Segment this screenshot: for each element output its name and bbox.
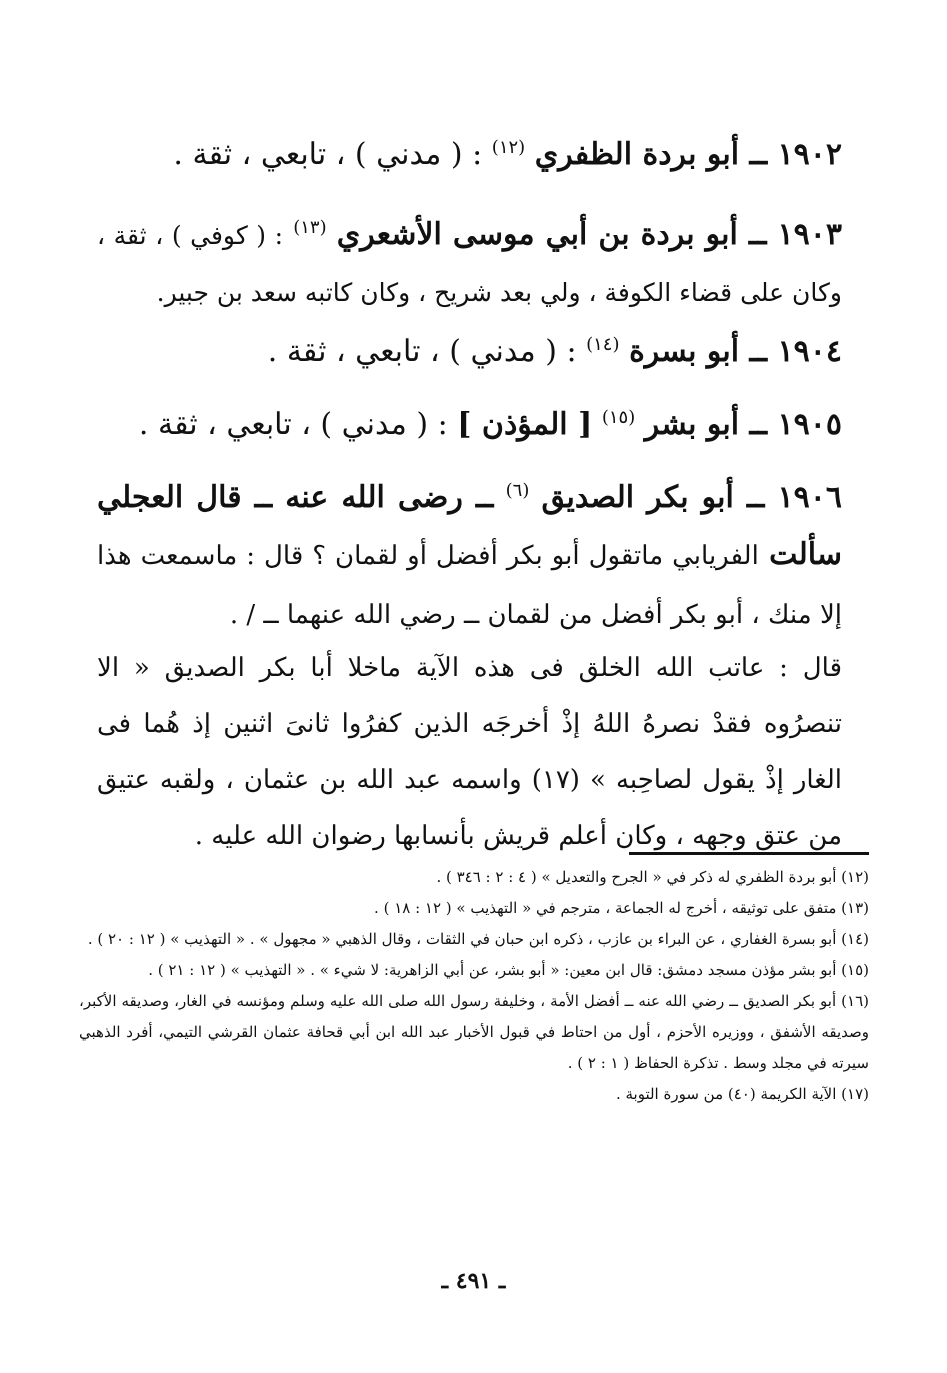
footnote-ref: (١٥) [601,407,636,428]
entry-text: ــ رضى الله عنه ــ قال العجلي سألت [97,480,842,572]
paragraph-text-rest: واسمه عبد الله بن عثمان ، ولقبه عتيق من عتق وجهه ، وكان أعلم قريش بأنسابها رضوان الله عليه . [97,765,842,851]
entry-text: : ( مدني ) ، تابعي ، ثقة . [267,334,577,369]
entry-body: الفريابي ماتقول أبو بكر أفضل أو لقمان ؟ قال : ماسمعت هذا إلا منك ، أبو بكر أفضل من لقمان ــ رضي الله عنهما ــ / . [97,541,842,630]
entry-1904 [97,325,842,372]
footnote-16: (١٦) أبو بكر الصديق ــ رضي الله عنه ــ أفضل الأمة ، وخليفة رسول الله صلى الله عليه وسلم ومؤنسه في الغار، وصديقه الأكبر، وصديقه الأشفق ، ووزيره الأحزم ، أول من احتاط في قبول الأخبار عبد الله ابن أبي قحافة عثمان القرشي التيمي، أفرد الذهبي سيرته في مجلد وسط . تذكرة الحفاظ ( ١ : ٢ ) . [79,992,869,1072]
entry-1902 [97,128,842,175]
footnote-14: (١٤) أبو بسرة الغفاري ، عن البراء بن عازب ، ذكره ابن حبان في الثقات ، وقال الذهبي « مجهول » . « التهذيب » ( ١٢ : ٢٠ ) . [87,930,869,948]
footnote-15: (١٥) أبو بشر مؤذن مسجد دمشق: قال ابن معين: « أبو بشر، عن أبي الزاهرية: لا شيء » . « التهذيب » ( ١٢ : ٢١ ) . [148,961,869,979]
entry-1905 [97,398,842,445]
footnote-17: (١٧) الآية الكريمة (٤٠) من سورة التوبة . [615,1085,869,1103]
entry-heading: ١٩٠٢ ــ أبو بردة الظفري [534,137,842,172]
footnotes [79,862,869,1110]
entry-text: : ( مدني ) ، تابعي ، ثقة . [138,407,448,442]
entry-1906 [97,462,842,644]
footnote-ref: (١٢) [491,137,526,158]
entry-text: : ( مدني ) ، تابعي ، ثقة . [173,137,483,172]
entry-heading: ١٩٠٤ ــ أبو بسرة [629,334,842,369]
entry-1903 [97,200,842,321]
footnote-ref: (١٧) [531,765,580,795]
footnote-13: (١٣) متفق على توثيقه ، أخرج له الجماعة ، مترجم في « التهذيب » ( ١٢ : ١٨ ) . [374,899,869,917]
commentary-paragraph [97,640,842,864]
footnote-ref: (١٣) [293,217,327,238]
footnote-12: (١٢) أبو بردة الظفري له ذكر في « الجرح والتعديل » ( ٤ : ٢ : ٣٤٦ ) . [436,868,869,886]
entry-text: : ( كوفي ) ، ثقة ، وكان على قضاء الكوفة ، ولي بعد شريح ، وكان كاتبه سعد بن جبير. [97,221,842,307]
footnote-ref: (٦) [505,480,530,501]
entry-heading: ١٩٠٦ ــ أبو بكر الصديق [541,480,842,515]
page-number: ـ ٤٩١ ـ [441,1268,506,1294]
entry-heading-addition: [ المؤذن ] [457,407,593,442]
footnote-separator [629,852,869,855]
footnote-ref: (١٤) [586,334,620,355]
entry-heading: ١٩٠٣ ــ أبو بردة بن أبي موسى الأشعري [336,217,842,252]
entry-heading: ١٩٠٥ ــ أبو بشر [644,407,842,442]
paragraph-text: قال : عاتب الله الخلق فى هذه الآية ماخلا أبا بكر الصديق « الا تنصرُوه فقدْ نصرهُ اللهُ إذْ أخرجَه الذين كفرُوا ثانىَ اثنين إذ هُما فى الغار إذْ يقول لصاحِبه » [97,653,842,795]
